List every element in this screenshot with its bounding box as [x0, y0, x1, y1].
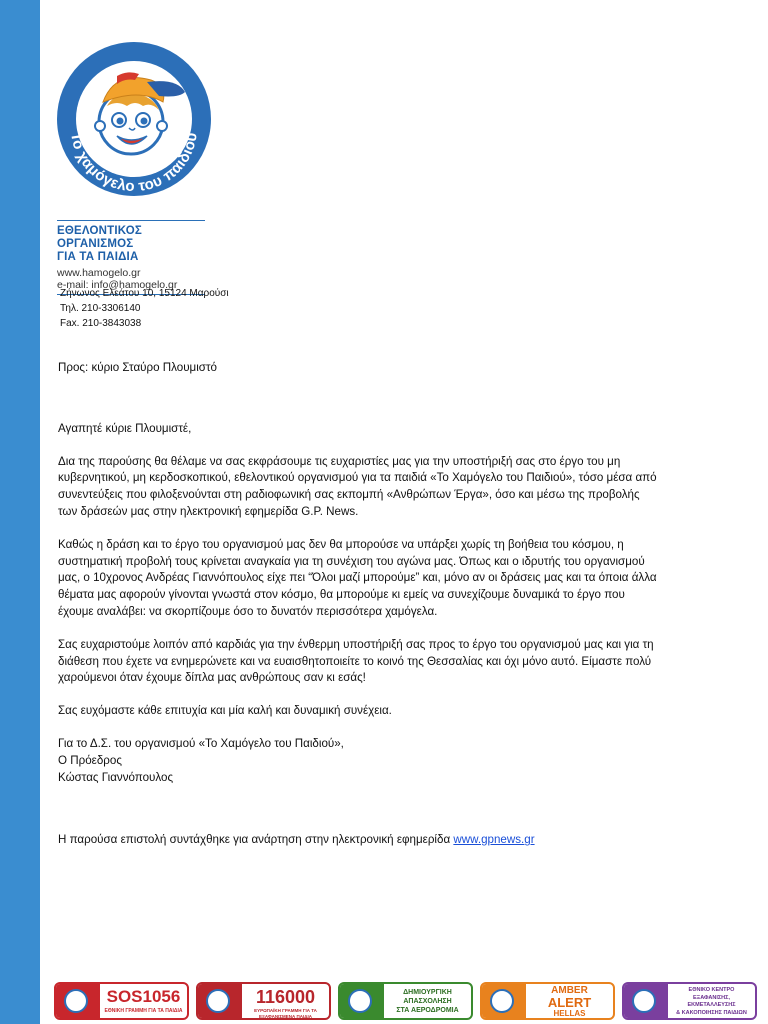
- badge-amber-alert: [480, 982, 615, 1020]
- badge-sos1056: [54, 982, 189, 1020]
- org-name-line2: ΓΙΑ ΤΑ ΠΑΙΔΙΑ: [57, 251, 139, 263]
- letter-body: [58, 360, 658, 849]
- letter-paragraph-4: Σας ευχόμαστε κάθε επιτυχία και μία καλή και δυναμική συνέχεια.: [58, 704, 392, 718]
- badge-national-line4: & ΚΑΚΟΠΟΙΗΣΗΣ ΠΑΙΔΙΩΝ: [676, 1009, 747, 1016]
- badge-airports-line2: ΑΠΑΣΧΟΛΗΣΗ: [403, 998, 452, 1005]
- smile-logo-icon: [348, 989, 372, 1013]
- badge-116000-sub: ΕΥΡΩΠΑΪΚΗ ΓΡΑΜΜΗ ΓΙΑ ΤΑ ΕΞΑΦΑΝΙΣΜΕΝΑ ΠΑΙΔΙΑ: [254, 1008, 317, 1019]
- badge-amber-text: [526, 984, 613, 1018]
- badge-sos1056-text: [100, 984, 187, 1018]
- badge-national-text: [668, 984, 755, 1021]
- smile-logo-icon: [632, 989, 656, 1013]
- letter-salutation: Αγαπητέ κύριε Πλουμιστέ,: [58, 421, 192, 435]
- badge-amber-line1: AMBER: [551, 985, 588, 996]
- letter-recipient: Προς: κύριο Σταύρο Πλουμιστό: [58, 361, 217, 374]
- badge-national-line2: ΕΞΑΦΑΝΙΣΗΣ,: [693, 994, 730, 1001]
- gpnews-link[interactable]: www.gpnews.gr: [453, 833, 535, 847]
- address-street: Ζήνωνος Ελεάτου 10, 15124 Μαρούσι: [60, 288, 229, 299]
- badge-airports-line1: ΔΗΜΙΟΥΡΓΙΚΗ: [403, 989, 452, 996]
- smile-logo-icon: [490, 989, 514, 1013]
- badge-116000-main: 116000: [255, 987, 316, 1007]
- badge-116000-logo-bg: [198, 984, 242, 1018]
- organization-header: [57, 220, 207, 295]
- badge-amber-logo-bg: [482, 984, 526, 1018]
- badge-116000: [196, 982, 331, 1020]
- badge-airports-text: [384, 984, 471, 1022]
- smile-logo-icon: [64, 989, 88, 1013]
- badge-sos1056-main: SOS1056: [106, 987, 181, 1006]
- badge-amber-line3: HELLAS: [553, 1009, 586, 1018]
- left-accent-bar: [0, 0, 40, 1024]
- badge-airports-line3: ΣΤΑ ΑΕΡΟΔΡΟΜΙΑ: [396, 1007, 459, 1014]
- org-website: www.hamogelo.gr: [57, 267, 141, 279]
- address-block: [60, 286, 229, 331]
- logo-arc-text: Το χαμόγελο του παιδιού: [67, 131, 201, 196]
- org-name-line1: ΕΘΕΛΟΝΤΙΚΟΣ ΟΡΓΑΝΙΣΜΟΣ: [57, 225, 142, 250]
- badge-sos1056-logo-bg: [56, 984, 100, 1018]
- letter-paragraph-2: Καθώς η δράση και το έργο του οργανισμού μας δεν θα μπορούσε να υπάρξει χωρίς τη βοήθεια του κόσμου, η συστηματική προβολή τους κρίνεται αναγκαία για τη συνέχιση του αγώνα μας. Όπως και ο ιδρυτής του οργανισμού μας, ο 10χρονος Ανδρέας Γιαννόπουλος είχε πει “Όλοι μαζί μπορούμε” και, μόνο αν οι δράσεις μας και τα όποια άλλα θέματα μας αφορούν γίνονται γνωστά στον κόσμο, θα μπορούμε κι εμείς να συνεχίζουμε δυναμικά το έργο που έχουμε αναλάβει: να σκορπίζουμε όσο το δυνατόν περισσότερα χαμόγελα.: [58, 537, 657, 618]
- badge-airports-logo-bg: [340, 984, 384, 1018]
- publication-note: [58, 832, 658, 849]
- address-fax: Fax. 210-3843038: [60, 318, 142, 329]
- badge-amber-line2: ALERT: [547, 995, 592, 1010]
- signature-title: Ο Πρόεδρος: [58, 753, 122, 767]
- footer-badges: [54, 982, 754, 1022]
- hamogelo-logo: [55, 40, 213, 198]
- badge-national-logo-bg: [624, 984, 668, 1018]
- org-email: e-mail: info@hamogelo.gr: [57, 279, 178, 291]
- org-top-rule: [57, 220, 205, 221]
- badge-116000-text: [242, 984, 329, 1018]
- badge-national-line1: ΕΘΝΙΚΟ ΚΕΝΤΡΟ: [688, 987, 735, 993]
- badge-national-line3: ΕΚΜΕΤΑΛΛΕΥΣΗΣ: [687, 1002, 736, 1008]
- badge-national-center: [622, 982, 757, 1020]
- badge-sos1056-sub: ΕΘΝΙΚΗ ΓΡΑΜΜΗ ΓΙΑ ΤΑ ΠΑΙΔΙΑ: [104, 1008, 183, 1014]
- smile-logo-icon: [206, 989, 230, 1013]
- signature-org: Για το Δ.Σ. του οργανισμού «Το Χαμόγελο του Παιδιού»,: [58, 736, 344, 750]
- badge-airports: [338, 982, 473, 1020]
- address-phone: Τηλ. 210-3306140: [60, 303, 141, 314]
- letter-paragraph-3: Σας ευχαριστούμε λοιπόν από καρδιάς για την ένθερμη υποστήριξή σας προς το έργο του οργανισμού μας και για τη διάθεση που έχετε να ενημερώνετε και να ευαισθητοποιείτε το κοινό της Θεσσαλίας και όχι μόνο αυτό. Είμαστε πολύ χαρούμενοι όταν έχουμε δίπλα μας ανθρώπους σαν κι εσάς!: [58, 637, 654, 685]
- publication-note-text: Η παρούσα επιστολή συντάχθηκε για ανάρτηση στην ηλεκτρονική εφημερίδα: [58, 833, 454, 847]
- letter-paragraph-1: Δια της παρούσης θα θέλαμε να σας εκφράσουμε τις ευχαριστίες μας για την υποστήριξή σας στο έργο του μη κυβερνητικού, μη κερδοσκοπικού, εθελοντικού οργανισμού για τα παιδιά «Το Χαμόγελο του Παιδιού», τόσο μέσα από συνεντεύξεις που φιλοξενούνται στη ραδιοφωνική σας εκπομπή «Ανθρώπων Έργα», όσο και μέσω της προβολής των δράσεών μας στην ηλεκτρονική εφημερίδα G.P. News.: [58, 454, 657, 518]
- signature-name: Κώστας Γιαννόπουλος: [58, 770, 174, 784]
